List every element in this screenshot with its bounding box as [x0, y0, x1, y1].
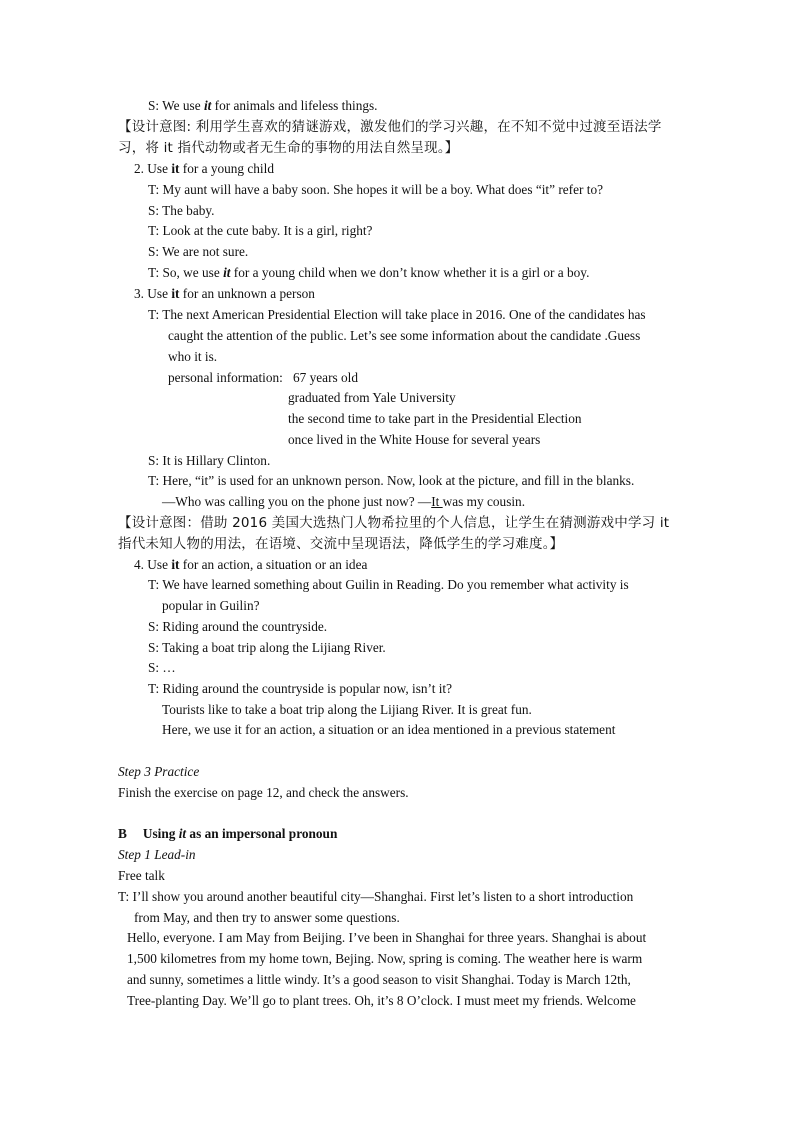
dialogue-line: S: … [148, 660, 176, 675]
personal-info-label: personal information: [168, 370, 283, 385]
item-2-heading: 2. Use it for a young child [134, 161, 274, 176]
student-answer-animals: S: We use it for animals and lifeless things. [148, 98, 378, 113]
free-talk-label: Free talk [118, 868, 165, 883]
item-4-heading: 4. Use it for an action, a situation or an idea [134, 557, 368, 572]
dialogue-line: S: The baby. [148, 203, 215, 218]
design-intent-1-line-1: 【设计意图: 利用学生喜欢的猜谜游戏，激发他们的学习兴趣，在不知不觉中过渡至语法学 [118, 119, 662, 135]
dialogue-line: S: Taking a boat trip along the Lijiang River. [148, 640, 386, 655]
dialogue-line: S: It is Hillary Clinton. [148, 453, 271, 468]
step-3-title: Step 3 Practice [118, 764, 200, 779]
section-b-heading: B Using it as an impersonal pronoun [118, 826, 338, 841]
dialogue-line: from May, and then try to answer some questions. [134, 910, 400, 925]
dialogue-line: S: Riding around the countryside. [148, 619, 328, 634]
dialogue-line: caught the attention of the public. Let’s see some information about the candidate .Guess [168, 328, 641, 343]
item-3-heading: 3. Use it for an unknown a person [134, 286, 315, 301]
step-1-title: Step 1 Lead-in [118, 847, 196, 862]
dialogue-line: T: I’ll show you around another beautiful city—Shanghai. First let’s listen to a short introduction [118, 889, 634, 904]
step-3-text: Finish the exercise on page 12, and check the answers. [118, 785, 409, 800]
passage-line: 1,500 kilometres from my home town, Bejing. Now, spring is coming. The weather here is warm [127, 951, 643, 966]
passage-line: Hello, everyone. I am May from Beijing. I’ve been in Shanghai for three years. Shanghai is about [127, 930, 647, 945]
passage-line: Tree-planting Day. We’ll go to plant trees. Oh, it’s 8 O’clock. I must meet my friends. Welcome [127, 993, 636, 1008]
dialogue-line: Here, we use it for an action, a situation or an idea mentioned in a previous statement [162, 722, 616, 737]
design-intent-1-line-2: 习，将 it 指代动物或者无生命的事物的用法自然呈现。】 [118, 140, 459, 156]
personal-info-item: graduated from Yale University [288, 390, 456, 405]
dialogue-line: T: Here, “it” is used for an unknown person. Now, look at the picture, and fill in the blanks. [148, 473, 635, 488]
dialogue-line: S: We are not sure. [148, 244, 249, 259]
design-intent-2-line-2: 指代未知人物的用法，在语境、交流中呈现语法，降低学生的学习难度。】 [118, 536, 564, 552]
dialogue-line: who it is. [168, 349, 218, 364]
personal-info-item: the second time to take part in the Presidential Election [288, 411, 582, 426]
fill-in-blank-example: —Who was calling you on the phone just now? —It was my cousin. [162, 494, 526, 509]
design-intent-2-line-1: 【设计意图：借助 2016 美国大选热门人物希拉里的个人信息，让学生在猜测游戏中学习 it [118, 515, 670, 531]
dialogue-line: T: Riding around the countryside is popular now, isn’t it? [148, 681, 453, 696]
dialogue-line: Tourists like to take a boat trip along the Lijiang River. It is great fun. [162, 702, 532, 717]
dialogue-line: T: We have learned something about Guilin in Reading. Do you remember what activity is [148, 577, 629, 592]
filled-blank: It [431, 494, 443, 509]
dialogue-line: T: My aunt will have a baby soon. She hopes it will be a boy. What does “it” refer to? [148, 182, 604, 197]
passage-line: and sunny, sometimes a little windy. It’s a good season to visit Shanghai. Today is March 12th, [127, 972, 631, 987]
personal-info-item: 67 years old [293, 370, 358, 385]
dialogue-line: popular in Guilin? [162, 598, 260, 613]
dialogue-line: T: The next American Presidential Election will take place in 2016. One of the candidates has [148, 307, 646, 322]
dialogue-line: T: So, we use it for a young child when we don’t know whether it is a girl or a boy. [148, 265, 590, 280]
personal-info-item: once lived in the White House for several years [288, 432, 541, 447]
dialogue-line: T: Look at the cute baby. It is a girl, right? [148, 223, 373, 238]
